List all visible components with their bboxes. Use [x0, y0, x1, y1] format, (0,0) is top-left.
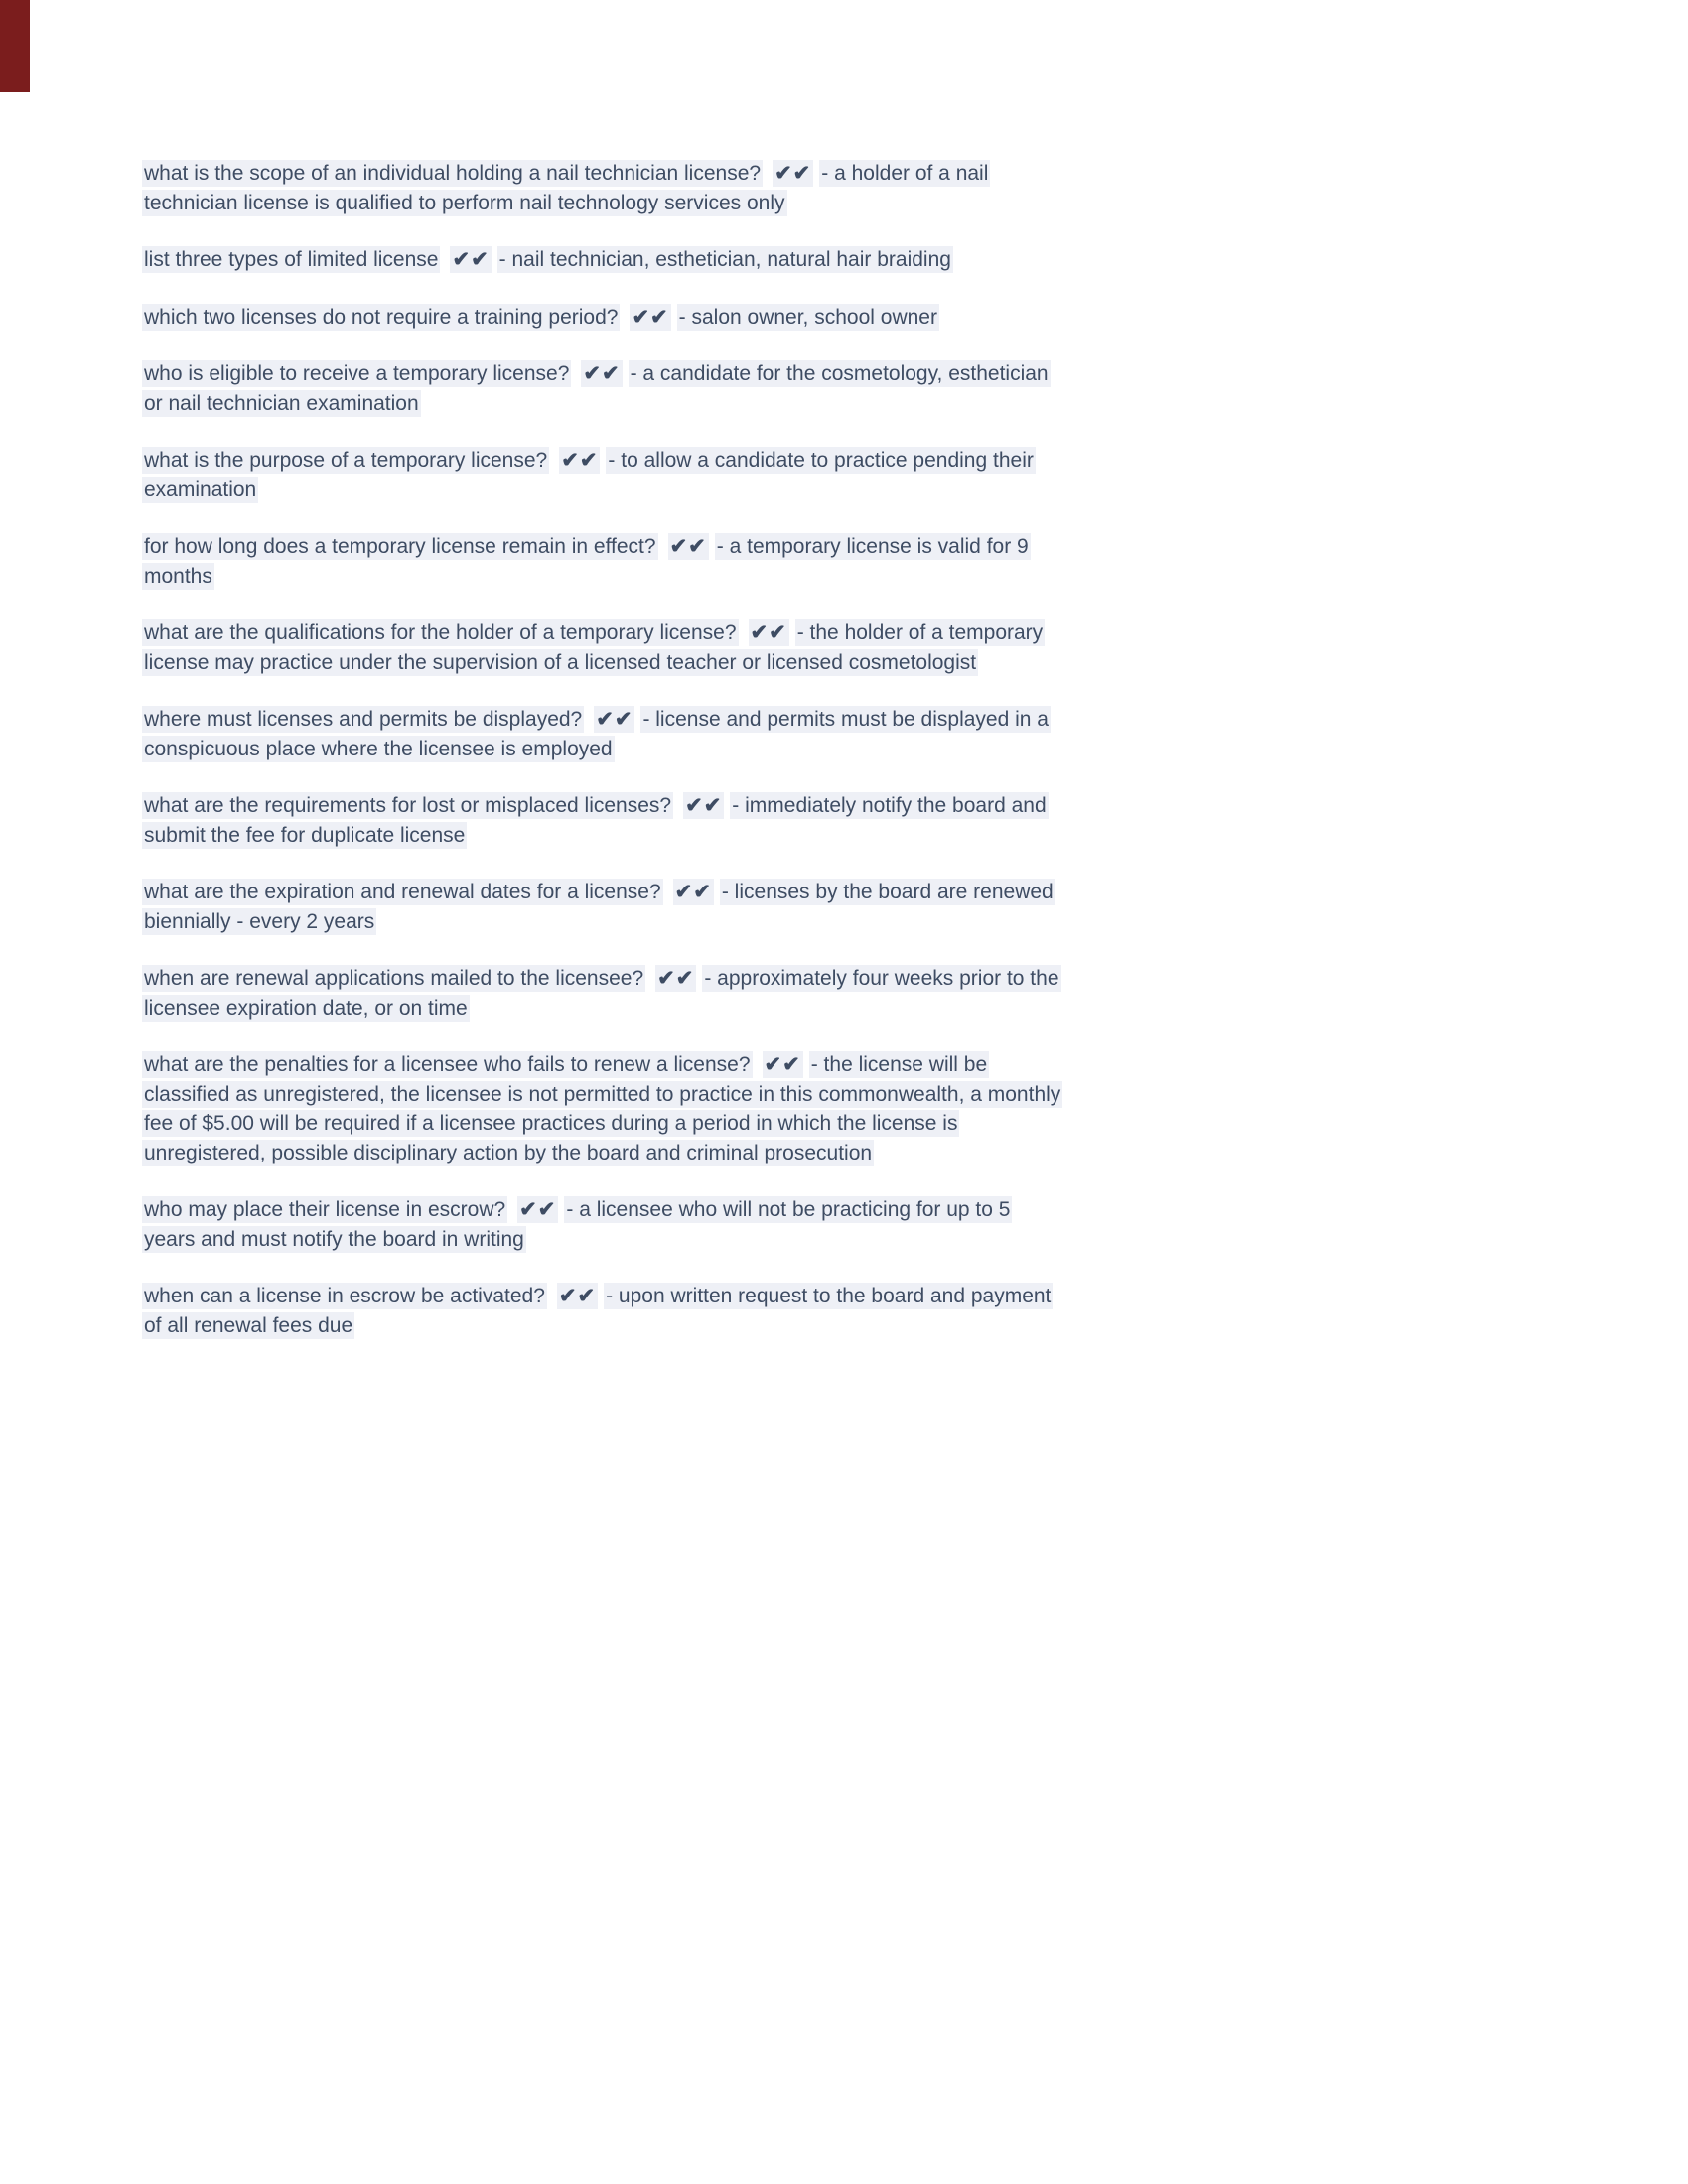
qa-item: [142, 705, 1063, 763]
answer-text: - licenses by the board are renewed biennially - every 2 years: [144, 881, 1054, 933]
checkmarks-icon: ✔✔: [685, 794, 723, 817]
checkmarks-icon: ✔✔: [583, 362, 621, 385]
checkmarks-icon: ✔✔: [774, 162, 812, 185]
question-text: what are the expiration and renewal dates for a license?: [144, 881, 661, 903]
checkmarks-icon: ✔✔: [519, 1198, 557, 1221]
answer-text: - approximately four weeks prior to the licensee expiration date, or on time: [144, 967, 1059, 1020]
question-text: which two licenses do not require a training period?: [144, 305, 619, 329]
answer-text: - a candidate for the cosmetology, esthetician or nail technician examination: [144, 362, 1049, 415]
qa-item: [142, 359, 1063, 418]
checkmarks-icon: ✔✔: [452, 248, 490, 271]
document-body: [142, 159, 1063, 1368]
qa-item: [142, 532, 1063, 591]
checkmarks-icon: ✔✔: [596, 708, 633, 731]
checkmarks-icon: ✔✔: [669, 535, 707, 558]
answer-text: - a licensee who will not be practicing for up to 5 years and must notify the board in writing: [144, 1198, 1011, 1251]
answer-text: - immediately notify the board and submit the fee for duplicate license: [144, 794, 1047, 847]
answer-text: - nail technician, esthetician, natural hair braiding: [498, 248, 951, 271]
answer-text: - the license will be classified as unregistered, the licensee is not permitted to practice in this commonwealth, a monthly fee of $5.00 will be required if a licensee practices during a period in which the license is unregistered, possible disciplinary action by the board and criminal prosecution: [144, 1053, 1061, 1164]
answer-text: - the holder of a temporary license may practice under the supervision of a licensed teacher or licensed cosmetologist: [144, 621, 1044, 674]
qa-item: [142, 1282, 1063, 1340]
answer-text: - a holder of a nail technician license is qualified to perform nail technology services only: [144, 162, 989, 214]
checkmarks-icon: ✔✔: [657, 967, 695, 990]
question-text: where must licenses and permits be displayed?: [144, 708, 583, 731]
answer-text: - a temporary license is valid for 9 months: [144, 535, 1029, 588]
question-text: what are the penalties for a licensee who fails to renew a license?: [144, 1053, 751, 1076]
question-text: who may place their license in escrow?: [144, 1198, 506, 1221]
qa-item: [142, 303, 1063, 333]
answer-text: - license and permits must be displayed in a conspicuous place where the licensee is employed: [144, 708, 1049, 760]
qa-item: [142, 1050, 1063, 1167]
qa-item: [142, 446, 1063, 504]
checkmarks-icon: ✔✔: [561, 449, 599, 472]
qa-item: [142, 159, 1063, 217]
checkmarks-icon: ✔✔: [764, 1053, 801, 1076]
question-text: for how long does a temporary license remain in effect?: [144, 535, 656, 558]
question-text: who is eligible to receive a temporary license?: [144, 362, 570, 385]
checkmarks-icon: ✔✔: [632, 305, 669, 329]
qa-item: [142, 245, 1063, 275]
question-text: what are the requirements for lost or misplaced licenses?: [144, 794, 672, 817]
question-text: what is the scope of an individual holding a nail technician license?: [144, 162, 762, 185]
qa-item: [142, 964, 1063, 1023]
checkmarks-icon: ✔✔: [558, 1285, 597, 1307]
answer-text: - to allow a candidate to practice pending their examination: [144, 449, 1034, 501]
question-text: what is the purpose of a temporary license?: [144, 449, 548, 472]
question-text: when are renewal applications mailed to the licensee?: [144, 967, 644, 990]
qa-item: [142, 618, 1063, 677]
qa-list: [142, 159, 1063, 1340]
checkmarks-icon: ✔✔: [750, 621, 787, 644]
question-text: what are the qualifications for the holder of a temporary license?: [144, 621, 737, 644]
qa-item: [142, 791, 1063, 850]
question-text: when can a license in escrow be activated?: [144, 1285, 545, 1307]
qa-item: [142, 1195, 1063, 1254]
checkmarks-icon: ✔✔: [674, 881, 712, 903]
page-corner-accent-bar: [0, 0, 30, 92]
question-text: list three types of limited license: [144, 248, 439, 271]
answer-text: - upon written request to the board and payment of all renewal fees due: [144, 1285, 1052, 1337]
answer-text: - salon owner, school owner: [678, 305, 937, 329]
qa-item: [142, 878, 1063, 936]
